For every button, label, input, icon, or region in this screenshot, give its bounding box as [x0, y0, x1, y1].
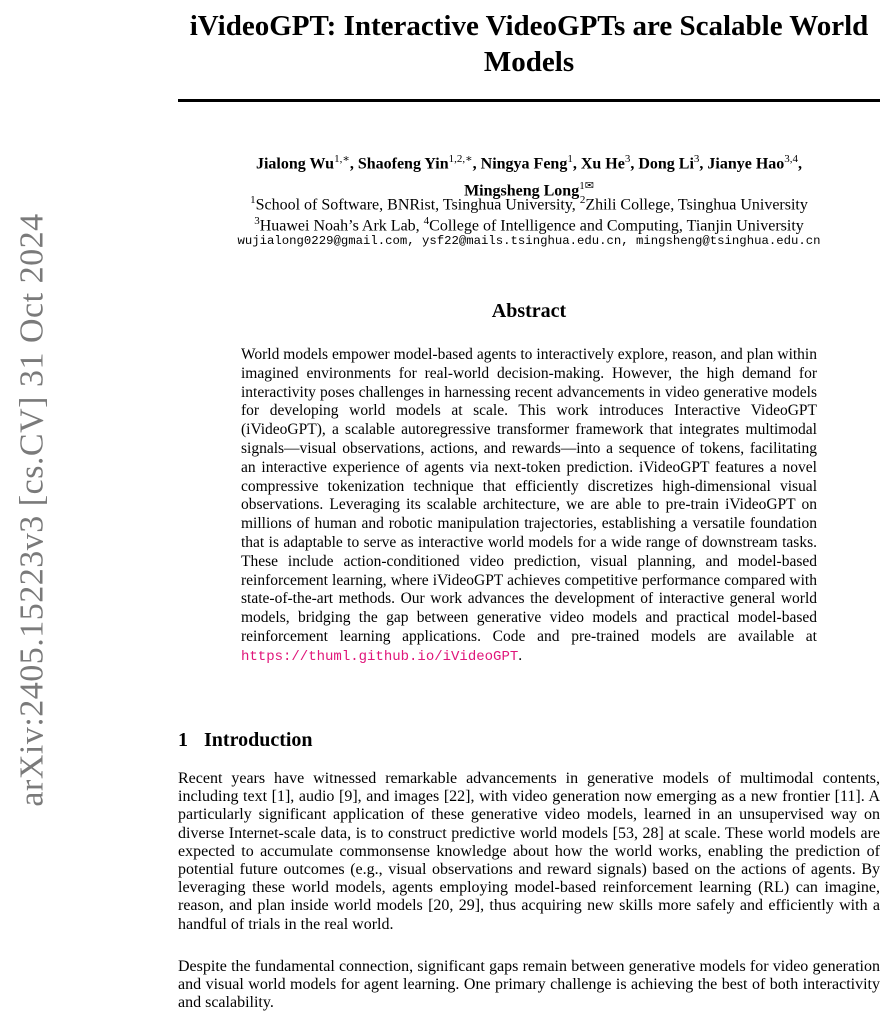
author-affiliation-mark: 3,4 — [784, 153, 799, 165]
author-affiliation-mark: 1,∗ — [334, 153, 350, 165]
section-heading — [178, 729, 313, 752]
author-name: Mingsheng Long — [464, 182, 580, 200]
intro-paragraph-2: Despite the fundamental connection, significant gaps remain between generative models for video generation and visual world models for agent learning. One primary challenge is achieving the best of both interactivity and scalability. — [178, 958, 880, 1012]
author-separator: , — [630, 155, 639, 173]
intro-paragraph-1: Recent years have witnessed remarkable advancements in generative models of multimodal contents, including text [1], audio [9], and images [22], with video generation now emerging as a new frontier [11]. A particularly significant application of these generative video models, learned in an unsupervised way on diverse Internet-scale data, is to construct predictive world models [53, 28] at scale. These world models are expected to accumulate commonsense knowledge about how the world works, enabling the prediction of potential future outcomes (e.g., visual observations and reward signals) based on the actions of agents. By leveraging these world models, agents employing model-based reinforcement learning (RL) can imagine, reason, and plan inside world models [20, 29], thus acquiring new skills more safely and efficiently with a handful of trials in the real world. — [178, 770, 880, 933]
author-affiliation-mark: 3 — [624, 153, 631, 165]
author-name: Jialong Wu — [255, 155, 335, 173]
author-affiliation-mark: 1,2,∗ — [448, 153, 473, 165]
affiliation-line-2 — [178, 211, 880, 236]
section-title: Introduction — [204, 729, 313, 751]
affiliation-mark: 3 — [254, 215, 260, 227]
author-separator: , — [798, 155, 803, 173]
author-affiliation-mark: 1 — [567, 153, 573, 165]
author-separator: , — [699, 155, 708, 173]
author-affiliation-mark: 1✉ — [579, 180, 594, 193]
affiliation-mark: 4 — [423, 215, 430, 227]
affiliation-mark: 2 — [579, 194, 586, 206]
author-separator: , — [572, 155, 581, 173]
abstract-end: . — [518, 646, 523, 664]
arxiv-identifier — [8, 210, 58, 810]
author-name: Xu He — [580, 155, 625, 173]
author-name: Ningya Feng — [480, 155, 568, 173]
affiliation-text: Huawei Noah’s Ark Lab, — [259, 217, 424, 235]
abstract-text: World models empower model-based agents to interactively explore, reason, and plan within imagined environments for real-world decision-making. However, the high demand for interactivity poses challenges in harnessing recent advancements in video generative models for developing world models at scale. This work introduces Interactive VideoGPT (iVideoGPT), a scalable autoregressive transformer framework that integrates multimodal signals—visual observations, actions, and rewards—into a sequence of tokens, facilitating an interactive experience of agents via next-token prediction. iVideoGPT features a novel compressive tokenization technique that efficiently discretizes high-dimensional visual observations. Leveraging its scalable architecture, we are able to pre-train iVideoGPT on millions of human and robotic manipulation trajectories, establishing a versatile foundation that is adaptable to serve as interactive world models for a wide range of downstream tasks. These include action-conditioned video prediction, visual planning, and model-based reinforcement learning, where iVideoGPT achieves competitive performance compared with state-of-the-art methods. Our work advances the development of interactive general world models, bridging the gap between generative video models and practical model-based reinforcement learning applications. Code and pre-trained models are available at — [241, 346, 817, 645]
title-rule — [178, 99, 880, 102]
affiliation-text: Zhili College, Tsinghua University — [585, 196, 808, 214]
affiliation-text: School of Software, BNRist, Tsinghua University, — [255, 196, 580, 214]
affiliation-text: College of Intelligence and Computing, Tianjin University — [429, 217, 804, 235]
abstract-body — [241, 346, 817, 667]
author-name: Dong Li — [638, 155, 694, 173]
author-affiliation-mark: 3 — [693, 153, 700, 165]
author-name: Jianye Hao — [707, 155, 785, 173]
arxiv-identifier-text: arXiv:2405.15223v3 [cs.CV] 31 Oct 2024 — [14, 213, 51, 807]
author-emails: wujialong0229@gmail.com, ysf22@mails.tsinghua.edu.cn, mingsheng@tsinghua.edu.cn — [237, 234, 821, 248]
author-separator: , — [349, 155, 358, 173]
paper-title: iVideoGPT: Interactive VideoGPTs are Scalable World Models — [189, 10, 869, 78]
abstract-heading: Abstract — [491, 300, 567, 322]
author-separator: , — [472, 155, 481, 173]
project-link[interactable]: https://thuml.github.io/iVideoGPT — [241, 648, 519, 665]
author-name: Shaofeng Yin — [357, 155, 449, 173]
section-number: 1 — [178, 729, 188, 751]
affiliation-mark: 1 — [250, 194, 256, 206]
